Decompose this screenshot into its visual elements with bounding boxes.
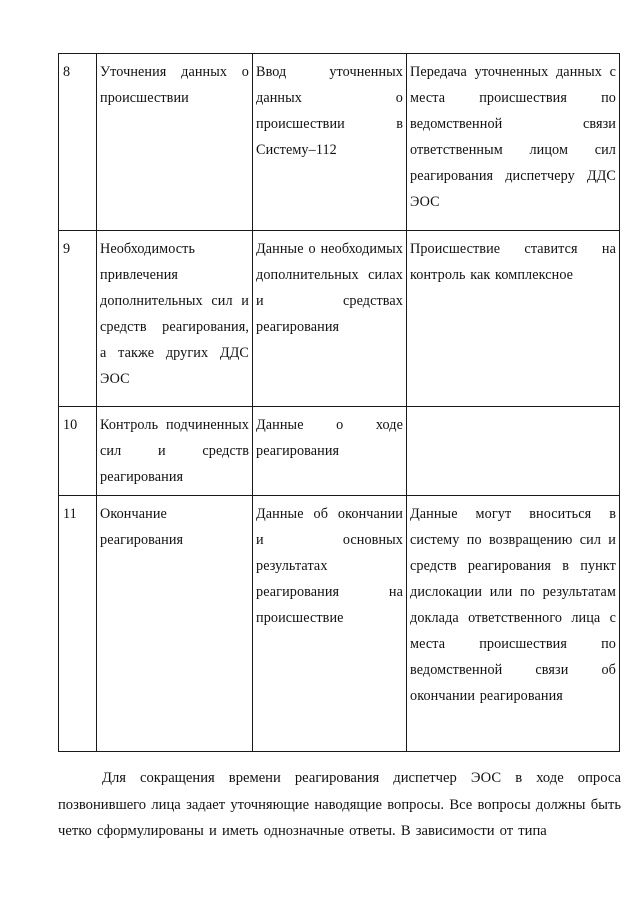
input-cell: Данные о необходимых дополнительных силах и средствах реагирования — [253, 231, 407, 407]
table-row — [59, 407, 620, 496]
note-cell — [407, 407, 620, 496]
event-cell: Уточнения данных о происшествии — [97, 54, 253, 231]
body-paragraph: Для сокращения времени реагирования диспетчер ЭОС в ходе опроса позвонившего лица задает уточняющие наводящие вопросы. Все вопросы должны быть четко сформулированы и иметь однозначные ответы. В зависимости от типа — [58, 770, 621, 839]
event-cell: Контроль подчиненных сил и средств реагирования — [97, 407, 253, 496]
event-cell: Необходимость привлечения дополнительных сил и средств реагирования, а также других ДДС ЭОС — [97, 231, 253, 407]
row-number: 11 — [59, 496, 97, 752]
table-row — [59, 496, 620, 752]
input-cell: Данные о ходе реагирования — [253, 407, 407, 496]
procedure-table — [58, 53, 620, 752]
table-row — [59, 231, 620, 407]
row-number: 8 — [59, 54, 97, 231]
table-row — [59, 54, 620, 231]
row-number: 9 — [59, 231, 97, 407]
input-cell: Ввод уточненных данных о происшествии в Систему–112 — [253, 54, 407, 231]
note-cell: Передача уточненных данных с места происшествия по ведомственной связи ответственным лицом сил реагирования диспетчеру ДДС ЭОС — [407, 54, 620, 231]
note-cell: Происшествие ставится на контроль как комплексное — [407, 231, 620, 407]
note-cell: Данные могут вноситься в систему по возвращению сил и средств реагирования в пункт дислокации или по результатам доклада ответственного лица с места происшествия по ведомственной связи об окончании реагирования — [407, 496, 620, 752]
row-number: 10 — [59, 407, 97, 496]
input-cell: Данные об окончании и основных результатах реагирования на происшествие — [253, 496, 407, 752]
event-cell: Окончание реагирования — [97, 496, 253, 752]
